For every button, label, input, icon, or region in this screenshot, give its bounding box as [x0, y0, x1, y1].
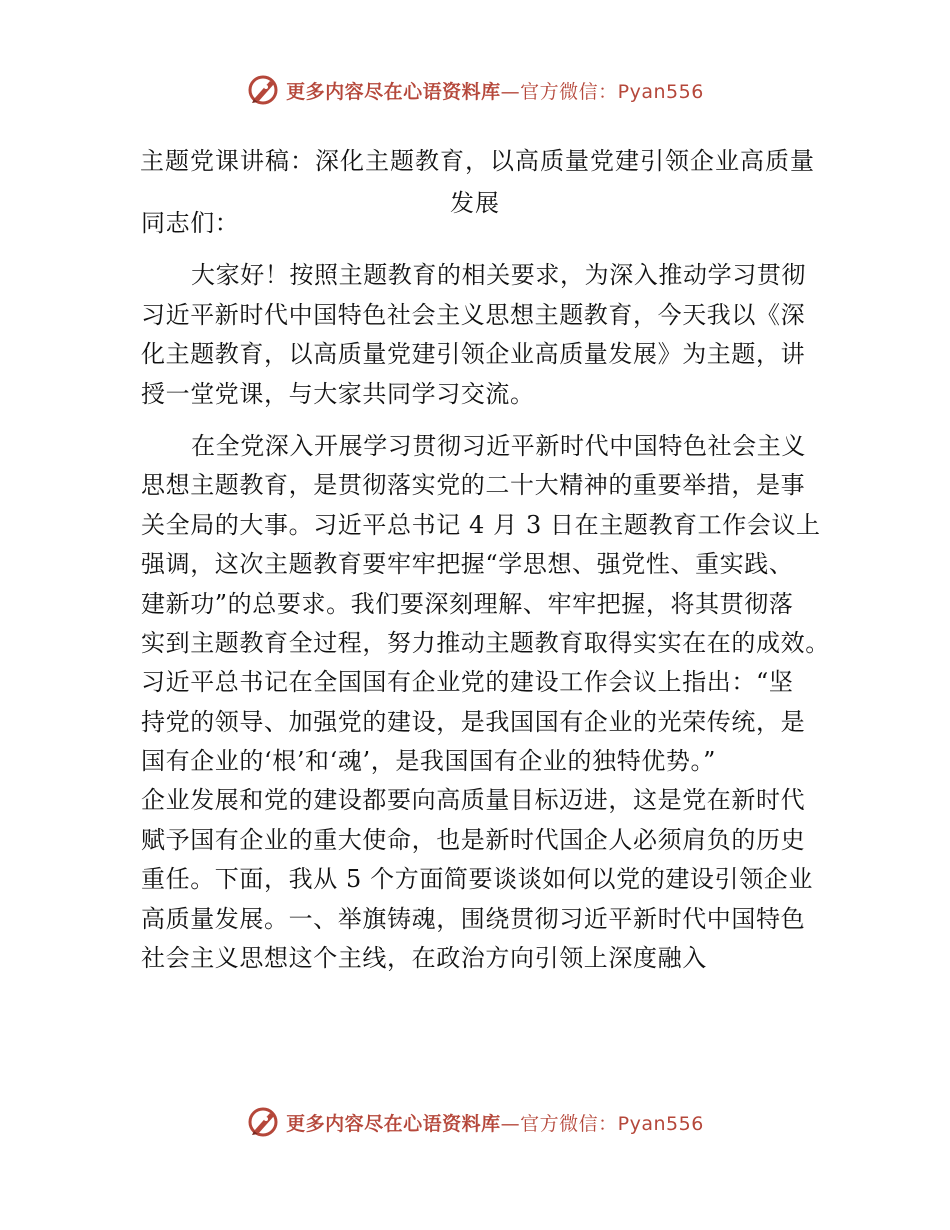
banner-content — [246, 73, 704, 107]
banner-text — [286, 77, 704, 104]
paragraph-1 — [141, 256, 816, 414]
paragraph-line: 持党的领导、加强党的建设，是我国国有企业的光荣传统，是 — [141, 707, 806, 736]
title-line: 发展 — [450, 189, 500, 217]
header-banner — [0, 70, 950, 110]
paragraph-line: 习近平新时代中国特色社会主义思想主题教育，今天我以《深 — [141, 300, 806, 329]
banner-contact-text: 官方微信：Pyan556 — [520, 80, 704, 103]
paragraph-line: 企业发展和党的建设都要向高质量目标迈进，这是党在新时代 — [141, 786, 806, 815]
paragraph-line: 建新功”的总要求。我们要深刻理解、牢牢把握，将其贯彻落 — [141, 589, 794, 618]
paragraph-line: 习近平总书记在全国国有企业党的建设工作会议上指出：“坚 — [141, 668, 794, 697]
paragraph-line: 授一堂党课，与大家共同学习交流。 — [141, 379, 535, 408]
paragraph-line: 关全局的大事。习近平总书记 4 月 3 日在主题教育工作会议上 — [141, 510, 821, 539]
paragraph-gap — [141, 243, 816, 256]
banner-text — [286, 1109, 704, 1136]
paragraph-line: 国有企业的‘根’和‘魂’，是我国国有企业的独特优势。” — [141, 747, 716, 776]
paragraph-2 — [141, 427, 830, 978]
banner-separator: — — [500, 80, 521, 103]
banner-content — [246, 1105, 704, 1139]
paragraph-line: 赋予国有企业的重大使命，也是新时代国企人必须肩负的历史 — [141, 825, 806, 854]
pen-logo-icon — [246, 73, 280, 107]
paragraph-line: 重任。下面，我从 5 个方面简要谈谈如何以党的建设引领企业 — [141, 865, 813, 894]
salutation: 同志们： — [141, 209, 240, 237]
paragraph-line: 思想主题教育，是贯彻落实党的二十大精神的重要举措，是事 — [141, 471, 806, 500]
banner-main-text: 更多内容尽在心语资料库 — [286, 1112, 501, 1135]
paragraph-line: 化主题教育，以高质量党建引领企业高质量发展》为主题，讲 — [141, 340, 806, 369]
paragraph-line: 社会主义思想这个主线，在政治方向引领上深度融入 — [141, 944, 707, 973]
footer-banner — [0, 1102, 950, 1142]
banner-separator: — — [500, 1112, 521, 1135]
paragraph-line: 在全党深入开展学习贯彻习近平新时代中国特色社会主义 — [191, 431, 806, 460]
document-body — [141, 204, 830, 978]
paragraph-line: 大家好！按照主题教育的相关要求，为深入推动学习贯彻 — [191, 261, 806, 290]
paragraph-line: 高质量发展。一、举旗铸魂，围绕贯彻习近平新时代中国特色 — [141, 904, 806, 933]
title-line: 主题党课讲稿：深化主题教育，以高质量党建引领企业高质量 — [140, 147, 815, 175]
banner-contact-text: 官方微信：Pyan556 — [520, 1112, 704, 1135]
paragraph-gap — [141, 414, 816, 427]
pen-logo-icon — [246, 1105, 280, 1139]
paragraph-line: 强调，这次主题教育要牢牢把握“学思想、强党性、重实践、 — [141, 550, 794, 579]
banner-main-text: 更多内容尽在心语资料库 — [286, 80, 501, 103]
paragraph-line: 实到主题教育全过程，努力推动主题教育取得实实在在的成效。 — [141, 628, 830, 657]
